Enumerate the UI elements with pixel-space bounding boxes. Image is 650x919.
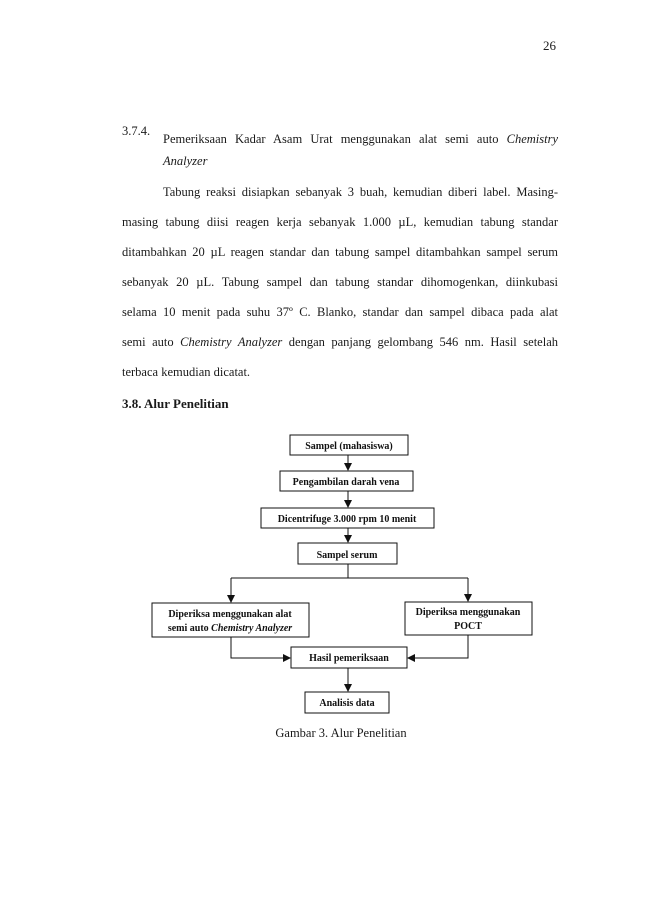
subsection-title-italic: Chemistry bbox=[506, 132, 558, 146]
paragraph-line: selama 10 menit pada suhu 37º C. Blanko, standar dan sampel dibaca pada alat bbox=[122, 305, 558, 319]
subsection-title-text: Pemeriksaan Kadar Asam Urat menggunakan alat semi auto bbox=[163, 132, 499, 146]
flow-label-mixed bbox=[168, 623, 292, 634]
flow-arrow bbox=[408, 635, 468, 658]
flow-label: Dicentrifuge 3.000 rpm 10 menit bbox=[277, 514, 417, 525]
subsection-number: 3.7.4. bbox=[122, 124, 151, 138]
paragraph-line: terbaca kemudian dicatat. bbox=[122, 365, 251, 379]
flow-label-text: semi auto bbox=[167, 623, 209, 634]
paragraph-line: Tabung reaksi disiapkan sebanyak 3 buah, kemudian diberi label. Masing- bbox=[163, 185, 558, 199]
page-number: 26 bbox=[543, 38, 556, 53]
paragraph-text: semi auto bbox=[122, 335, 174, 349]
flow-label: Diperiksa menggunakan alat bbox=[168, 609, 292, 620]
flow-label: POCT bbox=[454, 621, 482, 632]
flow-label: Analisis data bbox=[319, 698, 375, 709]
subsection-title-line2: Analyzer bbox=[163, 154, 208, 168]
paragraph-line: masing tabung diisi reagen kerja sebanyak 1.000 µL, kemudian tabung standar bbox=[122, 215, 558, 229]
paragraph-italic-term: Chemistry Analyzer bbox=[180, 335, 283, 349]
flow-label: Diperiksa menggunakan bbox=[415, 607, 521, 618]
flow-label: Hasil pemeriksaan bbox=[309, 653, 389, 664]
section-title: 3.8. Alur Penelitian bbox=[122, 396, 229, 411]
figure-caption: Gambar 3. Alur Penelitian bbox=[275, 726, 407, 740]
flow-label: Pengambilan darah vena bbox=[292, 477, 400, 488]
flow-arrow bbox=[231, 637, 290, 658]
paragraph-text: dengan panjang gelombang 546 nm. Hasil setelah bbox=[288, 335, 558, 349]
paragraph-line: sebanyak 20 µL. Tabung sampel dan tabung standar dihomogenkan, diinkubasi bbox=[122, 275, 558, 289]
paragraph-line: ditambahkan 20 µL reagen standar dan tabung sampel ditambahkan sampel serum bbox=[122, 245, 558, 259]
flow-label: Sampel (mahasiswa) bbox=[305, 441, 393, 452]
flow-label-italic: Chemistry Analyzer bbox=[211, 623, 293, 634]
flow-label: Sampel serum bbox=[316, 550, 378, 561]
